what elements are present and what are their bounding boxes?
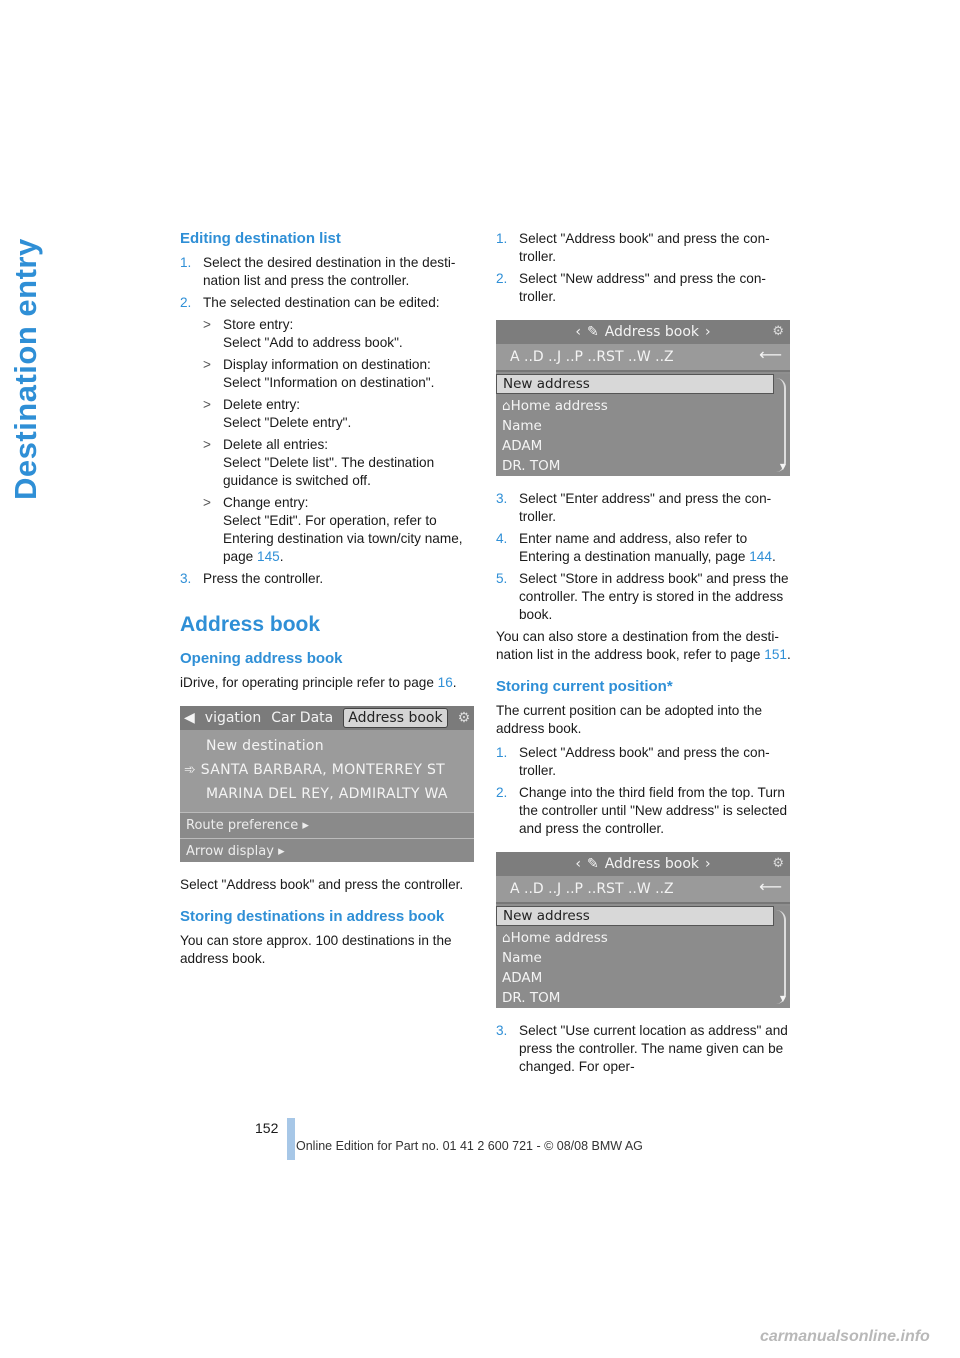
edit-bullet: > Delete entry: Select "Delete entry". bbox=[203, 397, 352, 430]
left-column bbox=[180, 230, 476, 974]
edit-bullet: > Display information on destination: Select "Information on destination". bbox=[203, 357, 435, 390]
page-number: 152 bbox=[255, 1120, 279, 1136]
edit-step: 3. Press the controller. bbox=[180, 571, 324, 586]
ab-title-bar: ‹ ✎ Address book › ⚙ bbox=[496, 852, 790, 876]
nav-row: ➾ SANTA BARBARA, MONTERREY ST bbox=[184, 762, 446, 778]
step: 3. Select "Use current location as address" and press the controller. The name given can be changed. For oper- bbox=[496, 1023, 788, 1074]
list-item: Name bbox=[502, 950, 542, 966]
address-book-screenshot bbox=[496, 852, 790, 1008]
settings-icon: ⚙ bbox=[772, 856, 784, 871]
tab-address-book: Address book bbox=[343, 708, 447, 728]
opening-heading: Opening address book bbox=[180, 650, 343, 667]
side-title: Destination entry bbox=[8, 238, 43, 500]
current-position-heading: Storing current position* bbox=[496, 678, 673, 695]
list-item: DR. TOM bbox=[502, 458, 561, 474]
left-arrow-icon: ◀ bbox=[184, 710, 195, 726]
nav-footer-item: Arrow display ▸ bbox=[180, 838, 474, 862]
scroll-down-icon: ▼ bbox=[779, 994, 786, 1003]
edit-heading: Editing destination list bbox=[180, 230, 341, 247]
left-arrow-icon: ‹ bbox=[575, 324, 581, 340]
ab-title-bar: ‹ ✎ Address book › ⚙ bbox=[496, 320, 790, 344]
ab-list bbox=[496, 906, 790, 1008]
page-bar bbox=[287, 1118, 295, 1160]
list-item: New address bbox=[496, 906, 774, 926]
list-item: DR. TOM bbox=[502, 990, 561, 1006]
side-tab bbox=[0, 210, 48, 510]
also-text: You can also store a destination from the desti-nation list in the address book, refer to page 151. bbox=[496, 629, 791, 662]
edit-step: 2. The selected destination can be edited: bbox=[180, 295, 440, 310]
nav-footer-item: Route preference ▸ bbox=[180, 812, 474, 838]
home-icon: ⌂ bbox=[502, 930, 511, 946]
left-arrow-icon: ‹ bbox=[575, 856, 581, 872]
step: 4. Enter name and address, also refer to Entering a destination manually, page 144. bbox=[496, 531, 776, 564]
list-item: ADAM bbox=[502, 438, 543, 454]
list-item: Name bbox=[502, 418, 542, 434]
settings-icon: ⚙ bbox=[457, 710, 471, 726]
step: 3. Select "Enter address" and press the con-troller. bbox=[496, 491, 772, 524]
ab-list bbox=[496, 374, 790, 476]
right-arrow-icon: › bbox=[705, 324, 711, 340]
right-arrow-icon: › bbox=[705, 856, 711, 872]
route-arrow-icon: ➾ bbox=[184, 762, 201, 778]
list-item: ⌂Home address bbox=[502, 930, 608, 946]
list-item: ADAM bbox=[502, 970, 543, 986]
step: 1. Select "Address book" and press the con-troller. bbox=[496, 231, 770, 264]
step: 1. Select "Address book" and press the con-troller. bbox=[496, 745, 770, 778]
nav-row: MARINA DEL REY, ADMIRALTY WA bbox=[206, 786, 448, 802]
page-link[interactable]: 151 bbox=[764, 647, 787, 662]
list-item: New address bbox=[496, 374, 774, 394]
nav-row: New destination bbox=[206, 738, 324, 754]
watermark: carmanualsonline.info bbox=[760, 1328, 930, 1345]
tab-car-data: Car Data bbox=[271, 710, 334, 726]
edit-bullet: > Change entry: Select "Edit". For operation, refer to Entering destination via town/city name, page 145. bbox=[203, 495, 463, 564]
alpha-bar: A ..D ..J ..P ..RST ..W ..Z ⟵ bbox=[496, 876, 790, 904]
page-link[interactable]: 144 bbox=[749, 549, 772, 564]
scroll-down-icon: ▼ bbox=[779, 462, 786, 471]
edition-text: Online Edition for Part no. 01 41 2 600 721 - © 08/08 BMW AG bbox=[296, 1139, 643, 1153]
address-book-icon: ✎ bbox=[586, 856, 599, 872]
list-item: ⌂Home address bbox=[502, 398, 608, 414]
address-book-icon: ✎ bbox=[586, 324, 599, 340]
edit-bullet: > Delete all entries: Select "Delete list". The destination guidance is switched off. bbox=[203, 437, 435, 488]
alpha-bar: A ..D ..J ..P ..RST ..W ..Z ⟵ bbox=[496, 344, 790, 372]
page-link[interactable]: 16 bbox=[437, 675, 453, 690]
address-book-screenshot bbox=[496, 320, 790, 476]
page-link[interactable]: 145 bbox=[257, 549, 280, 564]
nav-tabs bbox=[180, 706, 474, 730]
home-icon: ⌂ bbox=[502, 398, 511, 414]
step: 2. Change into the third field from the top. Turn the controller until "New address" is selected and press the controller. bbox=[496, 785, 788, 836]
select-text: Select "Address book" and press the controller. bbox=[180, 877, 464, 892]
step: 5. Select "Store in address book" and press the controller. The entry is stored in the address book. bbox=[496, 571, 789, 622]
edit-bullet: > Store entry: Select "Add to address book". bbox=[203, 317, 403, 350]
step: 2. Select "New address" and press the con-troller. bbox=[496, 271, 766, 304]
back-arrow-icon: ⟵ bbox=[759, 877, 782, 896]
settings-icon: ⚙ bbox=[772, 324, 784, 339]
back-arrow-icon: ⟵ bbox=[759, 345, 782, 364]
storing-heading: Storing destinations in address book bbox=[180, 908, 445, 925]
address-book-heading: Address book bbox=[180, 613, 321, 636]
edit-step: 1. Select the desired destination in the desti-nation list and press the controller. bbox=[180, 255, 456, 288]
current-text: The current position can be adopted into the address book. bbox=[496, 703, 763, 736]
tab-navigation: vigation bbox=[204, 710, 262, 726]
opening-text: iDrive, for operating principle refer to page 16. bbox=[180, 675, 457, 690]
nav-body bbox=[180, 730, 474, 812]
right-column bbox=[496, 230, 792, 1080]
storing-text: You can store approx. 100 destinations in the address book. bbox=[180, 933, 452, 966]
idrive-nav-screenshot bbox=[180, 706, 474, 862]
